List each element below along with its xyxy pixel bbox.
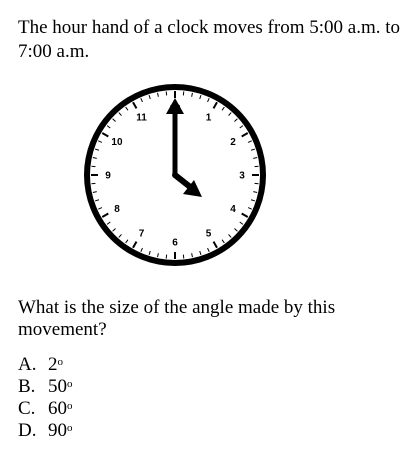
degree-symbol: o (67, 378, 73, 390)
option-b[interactable] (18, 376, 73, 398)
question-intro: The hour hand of a clock moves from 5:00 a.m. to 7:00 a.m. (18, 17, 401, 62)
clock-number-2: 2 (230, 137, 236, 148)
clock-face (80, 80, 270, 270)
option-letter: D. (18, 420, 37, 441)
question-prompt: What is the size of the angle made by this movement? (18, 297, 336, 340)
clock-figure (80, 80, 270, 270)
option-value: 2 (48, 354, 58, 375)
clock-number-4: 4 (230, 204, 236, 215)
option-letter: C. (18, 398, 36, 419)
clock-number-9: 9 (105, 170, 111, 182)
clock-number-7: 7 (138, 228, 145, 240)
answer-options (18, 354, 73, 442)
clock-number-8: 8 (114, 204, 120, 215)
clock-number-11: 11 (136, 112, 147, 124)
degree-symbol: o (67, 422, 73, 434)
clock-number-3: 3 (239, 170, 245, 182)
degree-symbol: o (67, 400, 73, 412)
option-letter: B. (18, 376, 36, 397)
clock-number-6: 6 (172, 237, 178, 249)
option-d[interactable] (18, 420, 73, 442)
clock-number-1: 1 (205, 112, 212, 124)
clock-center (172, 172, 178, 178)
option-value: 50 (48, 376, 67, 397)
clock-number-5: 5 (205, 228, 212, 240)
option-a[interactable] (18, 354, 73, 376)
option-value: 90 (48, 420, 67, 441)
clock-number-10: 10 (111, 137, 123, 148)
option-value: 60 (48, 398, 67, 419)
option-letter: A. (18, 354, 37, 375)
degree-symbol: o (57, 356, 63, 368)
option-c[interactable] (18, 398, 73, 420)
